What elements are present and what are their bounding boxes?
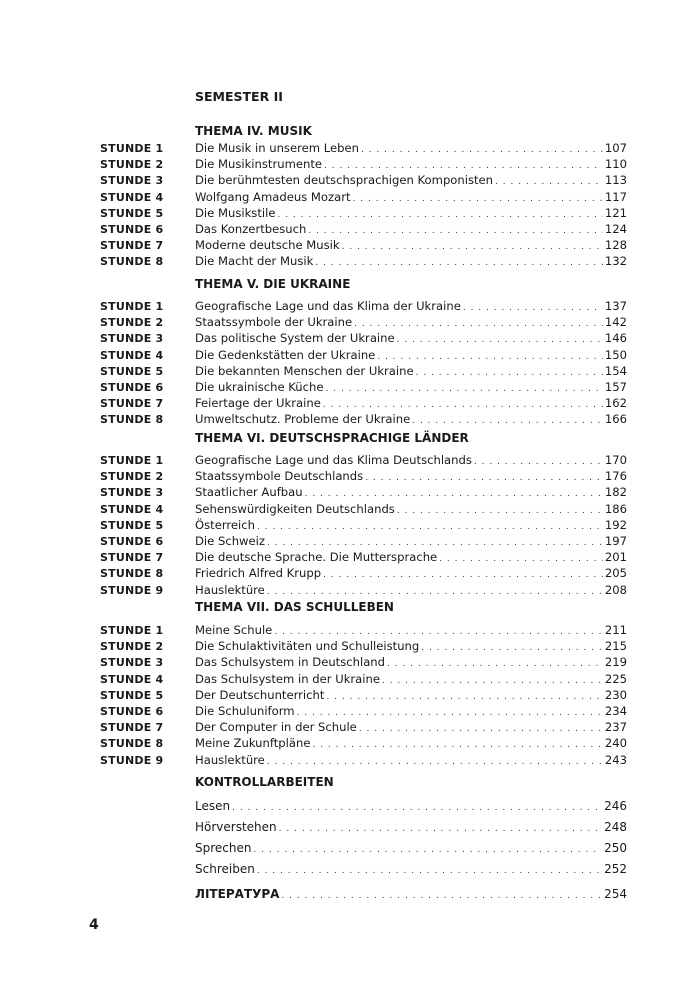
toc-entry[interactable] — [100, 189, 627, 205]
toc-entry[interactable] — [100, 205, 627, 221]
lesson-label: STUNDE 9 — [100, 583, 164, 597]
lesson-label: STUNDE 1 — [100, 142, 164, 155]
page-ref: 157 — [604, 379, 627, 394]
page-ref: 237 — [604, 720, 627, 735]
toc-entry[interactable] — [100, 687, 627, 703]
lesson-label: STUNDE 7 — [100, 239, 164, 253]
lesson-label: STUNDE 7 — [100, 551, 164, 565]
lesson-title: Das Schulsystem in der Ukraine — [195, 671, 380, 686]
dot-leader — [277, 207, 602, 223]
toc-entry[interactable] — [100, 172, 627, 188]
dot-leader — [361, 142, 603, 158]
lesson-label: STUNDE 8 — [100, 567, 164, 581]
toc-entry[interactable] — [100, 719, 627, 735]
toc-entry[interactable] — [195, 796, 627, 817]
dot-leader — [439, 551, 603, 567]
lesson-label: STUNDE 8 — [100, 255, 164, 269]
lesson-title: Hauslektüre — [195, 752, 265, 767]
page-ref: 110 — [604, 157, 627, 172]
lesson-label: STUNDE 4 — [100, 190, 164, 204]
page-ref: 128 — [604, 238, 627, 253]
toc-entry[interactable] — [100, 622, 627, 638]
lesson-label: STUNDE 6 — [100, 704, 164, 718]
lesson-label: STUNDE 2 — [100, 316, 164, 330]
toc-entry[interactable] — [195, 838, 627, 859]
lesson-label: STUNDE 5 — [100, 206, 164, 220]
lesson-label: STUNDE 4 — [100, 348, 164, 362]
page-ref: 234 — [604, 703, 627, 718]
dot-leader — [416, 365, 603, 381]
toc-entry[interactable] — [100, 752, 627, 768]
toc-entry[interactable] — [100, 484, 627, 500]
lesson-label: STUNDE 7 — [100, 397, 164, 411]
dot-leader — [365, 470, 603, 486]
toc-entry[interactable] — [100, 314, 627, 330]
theme-section-7 — [100, 599, 627, 768]
lesson-label: STUNDE 7 — [100, 721, 164, 735]
entry-title: Schreiben — [195, 862, 255, 876]
lesson-title: Die deutsche Sprache. Die Muttersprache — [195, 550, 438, 565]
lesson-label: STUNDE 5 — [100, 688, 164, 702]
lesson-label: STUNDE 9 — [100, 753, 164, 767]
toc-entry[interactable] — [100, 533, 627, 549]
page-ref: 254 — [604, 887, 627, 901]
toc-entry[interactable] — [100, 468, 627, 484]
entry-title: Hörverstehen — [195, 820, 277, 834]
dot-leader — [312, 737, 602, 753]
lesson-label: STUNDE 6 — [100, 380, 164, 394]
literatur-title: ЛІТЕРАТУРА — [195, 887, 280, 901]
page-ref: 132 — [604, 254, 627, 269]
page-ref: 150 — [604, 347, 627, 362]
dot-leader — [232, 798, 602, 819]
lesson-title: Die Musikstile — [195, 205, 276, 220]
dot-leader — [267, 754, 603, 770]
page-ref: 201 — [604, 550, 627, 565]
page-ref: 219 — [604, 655, 627, 670]
lesson-label: STUNDE 1 — [100, 300, 164, 313]
page-ref: 176 — [604, 469, 627, 484]
lesson-title: Geografische Lage und das Klima der Ukraine — [195, 299, 461, 313]
page-ref: 146 — [604, 331, 627, 346]
toc-entry[interactable] — [100, 501, 627, 517]
lesson-title: Wolfgang Amadeus Mozart — [195, 189, 351, 204]
page-ref: 250 — [604, 841, 627, 855]
page-ref: 142 — [604, 315, 627, 330]
dot-leader — [326, 381, 603, 397]
lesson-title: Meine Zukunftpläne — [195, 736, 311, 751]
page-ref: 182 — [604, 485, 627, 500]
lesson-title: Staatssymbole Deutschlands — [195, 469, 364, 484]
toc-entry[interactable] — [195, 859, 627, 880]
lesson-title: Der Deutschunterricht — [195, 687, 325, 702]
lesson-label: STUNDE 2 — [100, 470, 164, 484]
page-ref: 230 — [604, 687, 627, 702]
dot-leader — [326, 689, 602, 705]
lesson-label: STUNDE 8 — [100, 737, 164, 751]
lesson-title: Die Schuluniform — [195, 703, 295, 718]
lesson-label: STUNDE 8 — [100, 413, 164, 427]
page-ref: 240 — [604, 736, 627, 751]
toc-entry[interactable] — [100, 452, 627, 468]
page-ref: 243 — [604, 752, 627, 767]
toc-entry[interactable] — [100, 582, 627, 598]
dot-leader — [279, 819, 602, 840]
toc-entry[interactable] — [100, 140, 627, 156]
page-ref: 117 — [604, 189, 627, 204]
toc-entry[interactable] — [100, 654, 627, 670]
toc-entry[interactable] — [100, 253, 627, 269]
lesson-label: STUNDE 1 — [100, 624, 164, 637]
lesson-label: STUNDE 4 — [100, 502, 164, 516]
kontroll-heading: KONTROLLARBEITEN — [195, 775, 334, 789]
lesson-label: STUNDE 3 — [100, 486, 164, 500]
page-ref: 211 — [604, 623, 627, 637]
dot-leader — [359, 721, 603, 737]
page-ref: 170 — [604, 453, 627, 467]
page-ref: 124 — [604, 221, 627, 236]
toc-entry[interactable] — [100, 671, 627, 687]
lesson-title: Österreich — [195, 517, 255, 532]
lesson-title: Das politische System der Ukraine — [195, 331, 395, 346]
toc-entry[interactable] — [100, 638, 627, 654]
dot-leader — [342, 239, 603, 255]
toc-entry[interactable] — [100, 395, 627, 411]
lesson-title: Die bekannten Menschen der Ukraine — [195, 363, 414, 378]
page-ref: 205 — [604, 566, 627, 581]
lesson-title: Moderne deutsche Musik — [195, 238, 340, 253]
dot-leader — [308, 223, 603, 239]
dot-leader — [463, 300, 603, 316]
dot-leader — [281, 886, 602, 907]
page-ref: 107 — [604, 141, 627, 155]
theme-section-6 — [100, 430, 627, 598]
toc-entry[interactable] — [100, 549, 627, 565]
toc-entry[interactable] — [100, 411, 627, 427]
toc-entry[interactable] — [100, 379, 627, 395]
dot-leader — [387, 656, 603, 672]
dot-leader — [412, 413, 603, 429]
lesson-label: STUNDE 1 — [100, 454, 164, 467]
lesson-title: Das Konzertbesuch — [195, 221, 307, 236]
lesson-title: Die Schulaktivitäten und Schulleistung — [195, 639, 420, 654]
lesson-label: STUNDE 3 — [100, 174, 164, 188]
lesson-title: Hauslektüre — [195, 582, 265, 597]
toc-entry[interactable] — [100, 330, 627, 346]
dot-leader — [257, 519, 603, 535]
lesson-label: STUNDE 5 — [100, 364, 164, 378]
page-ref: 225 — [604, 671, 627, 686]
entry-title: Lesen — [195, 799, 231, 813]
toc-entry[interactable] — [195, 817, 627, 838]
lesson-label: STUNDE 6 — [100, 534, 164, 548]
dot-leader — [257, 861, 602, 882]
page-ref: 215 — [604, 639, 627, 654]
toc-entry[interactable] — [100, 156, 627, 172]
lesson-label: STUNDE 6 — [100, 222, 164, 236]
page-ref: 186 — [604, 501, 627, 516]
literatur-section — [100, 884, 627, 905]
kontroll-section — [100, 772, 627, 880]
theme-section-4 — [100, 123, 627, 270]
page-ref: 248 — [604, 820, 627, 834]
theme-heading: THEMA IV. MUSIK — [195, 124, 312, 138]
theme-section-5 — [100, 276, 627, 428]
page-ref: 197 — [604, 533, 627, 548]
page-ref: 252 — [604, 862, 627, 876]
toc-entry[interactable] — [100, 221, 627, 237]
lesson-title: Feiertage der Ukraine — [195, 396, 321, 411]
toc-entry[interactable] — [100, 363, 627, 379]
lesson-title: Staatssymbole der Ukraine — [195, 315, 353, 330]
dot-leader — [421, 640, 603, 656]
page-ref: 208 — [604, 582, 627, 597]
dot-leader — [267, 584, 603, 600]
toc-entry[interactable] — [100, 517, 627, 533]
entry-title: Sprechen — [195, 841, 252, 855]
page-ref: 192 — [604, 517, 627, 532]
page-ref: 121 — [604, 205, 627, 220]
dot-leader — [253, 840, 602, 861]
page-ref: 154 — [604, 363, 627, 378]
lesson-title: Sehenswürdigkeiten Deutschlands — [195, 501, 395, 516]
lesson-title: Der Computer in der Schule — [195, 720, 357, 735]
toc-entry[interactable] — [100, 237, 627, 253]
lesson-title: Umweltschutz. Probleme der Ukraine — [195, 412, 411, 427]
toc-entry[interactable] — [100, 565, 627, 581]
lesson-title: Friedrich Alfred Krupp — [195, 566, 322, 581]
semester-heading: SEMESTER II — [195, 89, 283, 104]
page-ref: 246 — [604, 799, 627, 813]
lesson-title: Das Schulsystem in Deutschland — [195, 655, 386, 670]
page-ref: 162 — [604, 396, 627, 411]
toc-entry[interactable] — [100, 703, 627, 719]
page-ref: 113 — [604, 173, 627, 188]
dot-leader — [474, 454, 603, 470]
theme-heading: THEMA VII. DAS SCHULLEBEN — [195, 600, 394, 614]
lesson-title: Die berühmtesten deutschsprachigen Komponisten — [195, 173, 494, 188]
lesson-label: STUNDE 3 — [100, 656, 164, 670]
dot-leader — [495, 174, 603, 190]
page-number: 4 — [89, 917, 99, 933]
theme-heading: THEMA VI. DEUTSCHSPRACHIGE LÄNDER — [195, 431, 469, 445]
lesson-title: Die Gedenkstätten der Ukraine — [195, 347, 376, 362]
lesson-label: STUNDE 4 — [100, 672, 164, 686]
dot-leader — [382, 673, 603, 689]
lesson-title: Die Musik in unserem Leben — [195, 141, 359, 155]
lesson-title: Staatlicher Aufbau — [195, 485, 303, 500]
lesson-title: Geografische Lage und das Klima Deutschlands — [195, 453, 472, 467]
lesson-label: STUNDE 2 — [100, 640, 164, 654]
page-ref: 166 — [604, 412, 627, 427]
lesson-label: STUNDE 3 — [100, 332, 164, 346]
lesson-label: STUNDE 5 — [100, 518, 164, 532]
dot-leader — [397, 332, 603, 348]
lesson-title: Die Macht der Musik — [195, 254, 314, 269]
dot-leader — [315, 255, 603, 271]
lesson-title: Die ukrainische Küche — [195, 379, 324, 394]
lesson-title: Die Musikinstrumente — [195, 157, 323, 172]
toc-entry[interactable] — [100, 735, 627, 751]
dot-leader — [323, 567, 603, 583]
theme-heading: THEMA V. DIE UKRAINE — [195, 277, 351, 291]
lesson-title: Die Schweiz — [195, 533, 265, 548]
lesson-label: STUNDE 2 — [100, 158, 164, 172]
dot-leader — [397, 503, 603, 519]
toc-entry[interactable] — [100, 347, 627, 363]
lesson-title: Meine Schule — [195, 623, 273, 637]
page-ref: 137 — [604, 299, 627, 313]
toc-entry[interactable] — [195, 884, 627, 905]
dot-leader — [353, 191, 603, 207]
toc-entry[interactable] — [100, 298, 627, 314]
